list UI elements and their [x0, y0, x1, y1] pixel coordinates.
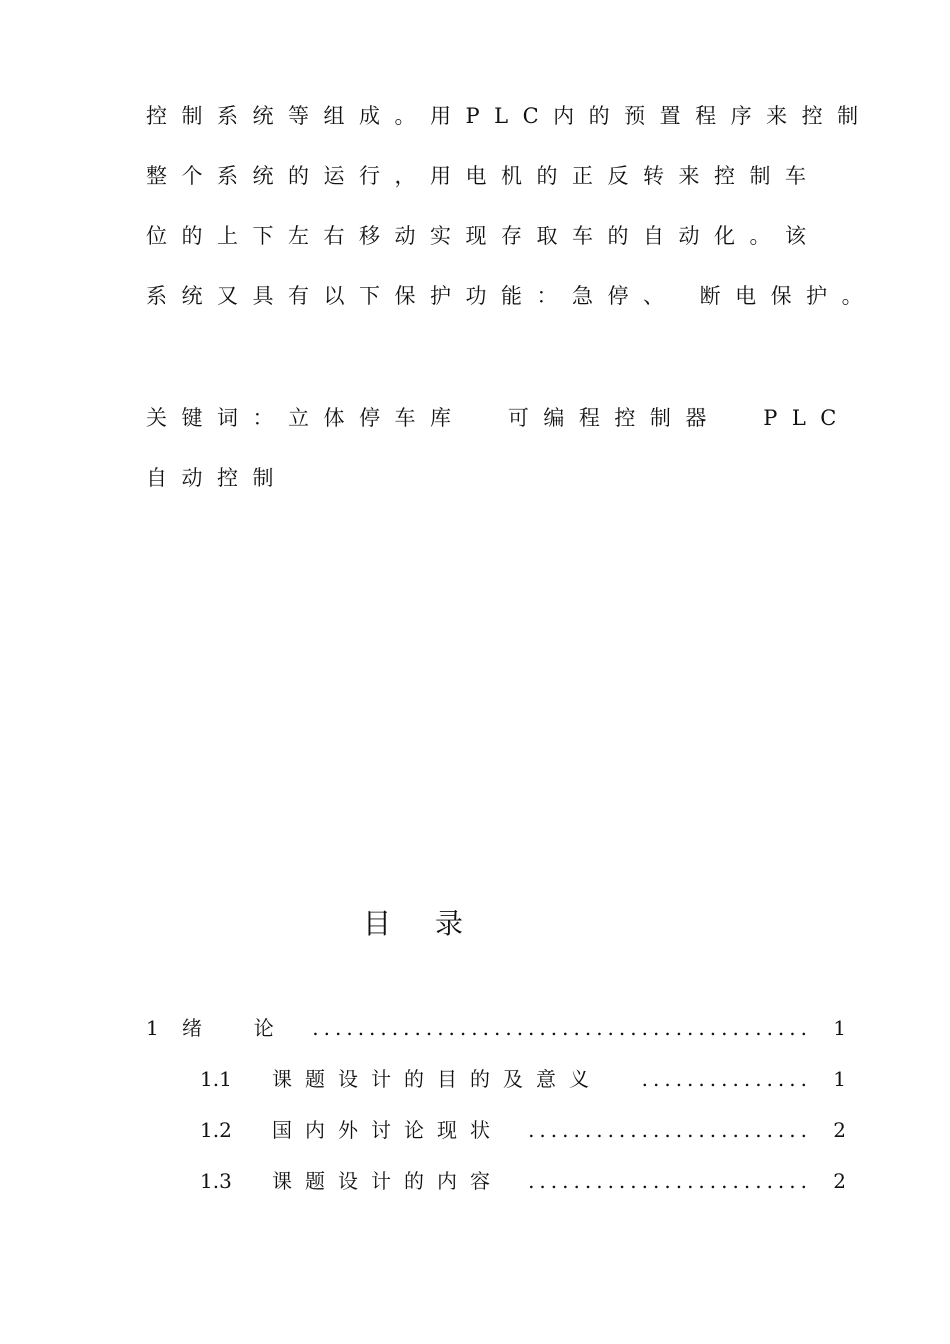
toc-entry-number: 1.2 — [200, 1118, 232, 1142]
toc-entry-page: 1 — [833, 1016, 846, 1040]
toc-entry-page: 2 — [833, 1169, 846, 1193]
abstract-line-1: 控制系统等组成。用PLC内的预置程序来控制 — [146, 104, 873, 128]
keywords-line-2: 自动控制 — [146, 466, 288, 490]
toc-entry-leader: ......................... — [528, 1118, 812, 1142]
toc-entry[interactable] — [146, 1064, 846, 1094]
toc-entry-leader: ............... — [641, 1067, 812, 1091]
toc-entry-leader: ......................... — [528, 1169, 812, 1193]
toc-entry-leader: ............................................ — [312, 1016, 812, 1040]
toc-entry-text: 绪 论 — [182, 1016, 287, 1040]
toc-title: 目录 — [363, 907, 508, 940]
abstract-line-4: 系统又具有以下保护功能：急停、 断电保护。 — [146, 284, 878, 308]
abstract-line-3: 位的上下左右移动实现存取车的自动化。该 — [146, 224, 821, 248]
toc-entry[interactable] — [146, 1013, 846, 1043]
keywords-line-1: 关键词：立体停车库 可编程控制器 PLC — [146, 406, 851, 430]
toc-entry-text: 课题设计的内容 — [272, 1169, 503, 1193]
toc-entry-text: 国内外讨论现状 — [272, 1118, 503, 1142]
toc-entry[interactable] — [146, 1115, 846, 1145]
toc-entry-number: 1.1 — [200, 1067, 232, 1091]
abstract-line-2: 整个系统的运行，用电机的正反转来控制车 — [146, 164, 821, 188]
toc-entry-number: 1.3 — [200, 1169, 232, 1193]
toc-entry-text: 课题设计的目的及意义 — [272, 1067, 602, 1091]
toc-entry[interactable] — [146, 1166, 846, 1196]
toc-entry-number: 1 — [146, 1016, 159, 1040]
toc-entry-page: 1 — [833, 1067, 846, 1091]
toc-entry-page: 2 — [833, 1118, 846, 1142]
